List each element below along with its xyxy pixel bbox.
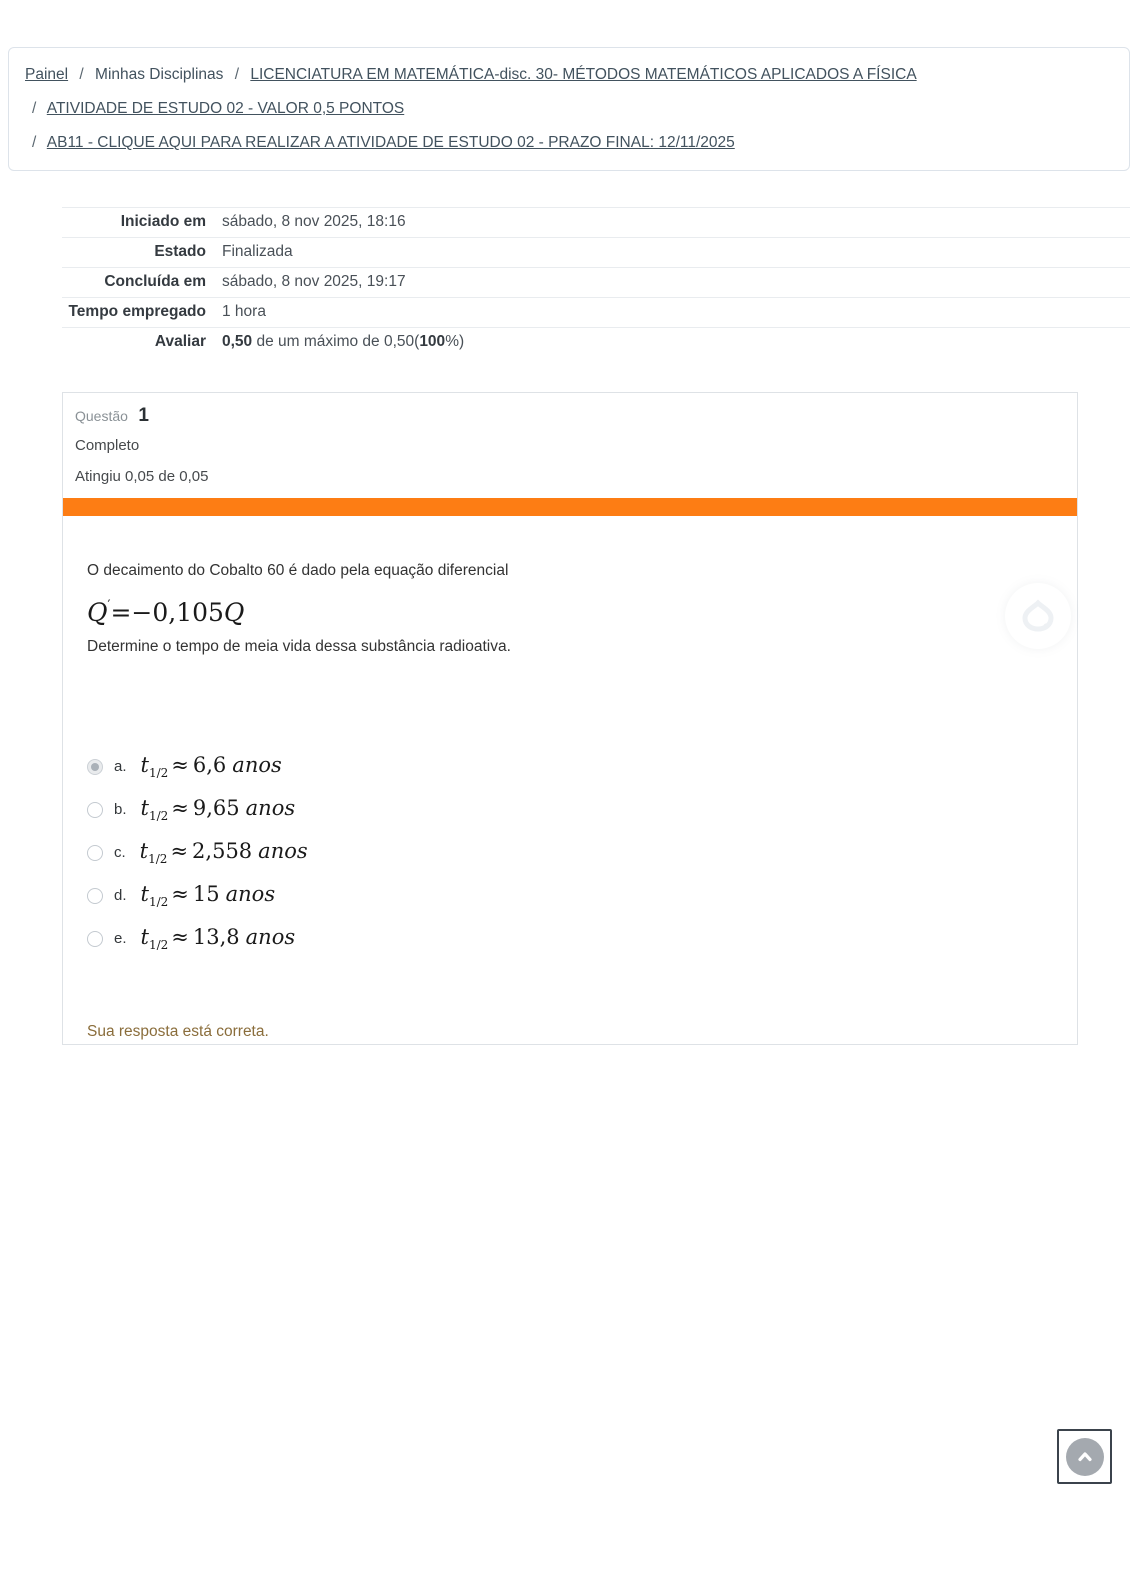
- breadcrumb-link-course[interactable]: LICENCIATURA EM MATEMÁTICA-disc. 30- MÉTODOS MATEMÁTICOS APLICADOS A FÍSICA: [250, 66, 917, 83]
- radio-button[interactable]: [87, 845, 103, 861]
- equation-prime: ′: [107, 598, 111, 613]
- breadcrumb-separator: /: [32, 100, 37, 117]
- question-block: [62, 392, 1078, 1045]
- breadcrumb-line: [25, 126, 1113, 160]
- summary-row-grade: [62, 327, 1130, 357]
- breadcrumb-separator: /: [234, 66, 240, 83]
- breadcrumb: [8, 47, 1130, 171]
- summary-label: Avaliar: [154, 333, 206, 350]
- question-text-prompt: Determine o tempo de meia vida dessa substância radioativa.: [87, 638, 511, 655]
- summary-label: Concluída em: [104, 273, 206, 290]
- breadcrumb-line: [25, 92, 1113, 126]
- grade-text-end: %): [445, 333, 465, 350]
- breadcrumb-link-activity[interactable]: ATIVIDADE DE ESTUDO 02 - VALOR 0,5 PONTOS: [46, 100, 405, 117]
- grade-achieved: 0,50: [222, 333, 253, 350]
- breadcrumb-line: [25, 58, 1113, 92]
- grade-text: de um máximo de 0,50(: [252, 333, 420, 350]
- question-number-label: Questão: [75, 408, 128, 424]
- summary-row-started: [62, 207, 1130, 237]
- summary-label: Iniciado em: [120, 213, 206, 230]
- breadcrumb-link-quiz[interactable]: AB11 - CLIQUE AQUI PARA REALIZAR A ATIVIDADE DE ESTUDO 02 - PRAZO FINAL: 12/11/2025: [46, 134, 735, 151]
- summary-row-state: [62, 237, 1130, 267]
- option-answer-text: $t_{1/2} \approx 13,8$ anos: [140, 925, 296, 952]
- summary-row-time-taken: [62, 297, 1130, 327]
- question-text-intro: O decaimento do Cobalto 60 é dado pela equação diferencial: [87, 562, 509, 579]
- radio-button[interactable]: [87, 802, 103, 818]
- radio-button[interactable]: [87, 931, 103, 947]
- option-letter: a.: [114, 758, 127, 775]
- answer-option-e[interactable]: [87, 917, 1053, 960]
- equation-variable: Q: [87, 598, 108, 627]
- feedback-correct: Sua resposta está correta.: [87, 1023, 269, 1040]
- answer-option-c[interactable]: [87, 831, 1053, 874]
- option-answer-text: $t_{1/2} \approx 6,6$ anos: [140, 753, 282, 780]
- answer-option-d[interactable]: [87, 874, 1053, 917]
- grade-percent: 100: [419, 333, 446, 350]
- summary-value: sábado, 8 nov 2025, 19:17: [222, 273, 406, 290]
- option-answer-text: $t_{1/2} \approx 9,65$ anos: [140, 796, 296, 823]
- summary-grade-value: [222, 332, 464, 352]
- answer-options: [87, 745, 1053, 960]
- attempt-summary-table: [62, 207, 1130, 357]
- option-letter: e.: [114, 930, 127, 947]
- breadcrumb-link-painel[interactable]: Painel: [25, 66, 69, 83]
- option-answer-text: $t_{1/2} \approx 15$ anos: [140, 882, 276, 909]
- option-letter: c.: [114, 844, 126, 861]
- question-number-value: 1: [138, 405, 149, 426]
- answer-option-b[interactable]: [87, 788, 1053, 831]
- summary-label: Tempo empregado: [68, 303, 206, 320]
- option-answer-text: $t_{1/2} \approx 2,558$ anos: [139, 839, 308, 866]
- option-letter: b.: [114, 801, 127, 818]
- question-equation: [87, 589, 1053, 630]
- chevron-up-icon: [1066, 1438, 1104, 1476]
- summary-value: Finalizada: [222, 243, 293, 260]
- scroll-to-top-button[interactable]: [1057, 1429, 1112, 1484]
- brand-watermark-icon: [1005, 583, 1071, 649]
- question-formulation: [63, 560, 1077, 1042]
- radio-button[interactable]: [87, 888, 103, 904]
- breadcrumb-separator: /: [79, 66, 84, 83]
- summary-value: sábado, 8 nov 2025, 18:16: [222, 213, 406, 230]
- summary-label: Estado: [154, 243, 206, 260]
- breadcrumb-separator: /: [32, 134, 37, 151]
- question-info: [63, 393, 1077, 498]
- option-letter: d.: [114, 887, 127, 904]
- summary-value: 1 hora: [222, 303, 266, 320]
- question-accent-bar: [63, 498, 1077, 516]
- equation-variable: Q: [223, 598, 245, 627]
- summary-row-completed: [62, 267, 1130, 297]
- question-grade: Atingiu 0,05 de 0,05: [75, 468, 209, 485]
- radio-button[interactable]: [87, 759, 103, 775]
- question-state: Completo: [75, 437, 140, 454]
- breadcrumb-link-minhas-disciplinas[interactable]: Minhas Disciplinas: [95, 66, 224, 83]
- answer-option-a[interactable]: [87, 745, 1053, 788]
- question-number: [75, 405, 1065, 427]
- equation-relation: =−0,105: [110, 598, 224, 627]
